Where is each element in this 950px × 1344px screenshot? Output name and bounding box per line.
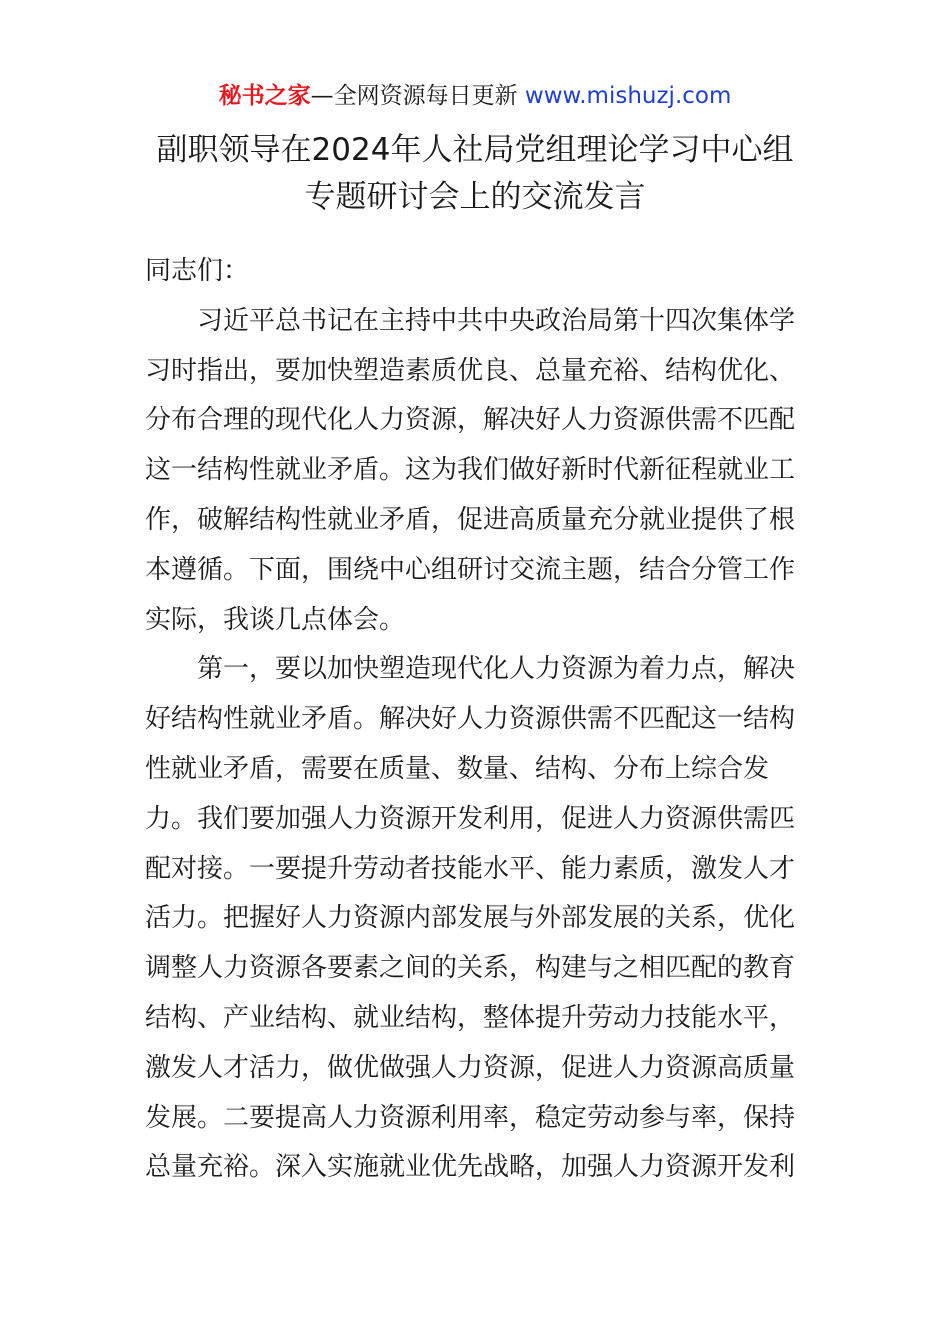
paragraph-line: 好结构性就业矛盾。解决好人力资源供需不匹配这一结构 [145, 704, 796, 735]
paragraph-line: 活力。把握好人力资源内部发展与外部发展的关系，优化 [145, 903, 796, 934]
paragraph-line: 力。我们要加强人力资源开发利用，促进人力资源供需匹 [145, 803, 796, 834]
paragraph-line: 调整人力资源各要素之间的关系，构建与之相匹配的教育 [145, 953, 796, 984]
document-title-line-1: 副职领导在2024年人社局党组理论学习中心组 [156, 132, 794, 168]
site-url-link[interactable]: www.mishuzj.com [524, 83, 732, 109]
paragraph-line: 总量充裕。深入实施就业优先战略，加强人力资源开发利 [145, 1152, 796, 1183]
paragraph-line: 第一，要以加快塑造现代化人力资源为着力点，解决 [197, 654, 796, 685]
paragraph-line: 结构、产业结构、就业结构，整体提升劳动力技能水平， [145, 1002, 796, 1033]
document-title-line-2: 专题研讨会上的交流发言 [304, 179, 646, 215]
paragraph-line: 习近平总书记在主持中共中央政治局第十四次集体学 [197, 305, 796, 336]
paragraph-line: 激发人才活力，做优做强人力资源，促进人力资源高质量 [145, 1052, 796, 1083]
paragraph-line: 作，破解结构性就业矛盾，促进高质量充分就业提供了根 [145, 504, 796, 535]
paragraph-line: 配对接。一要提升劳动者技能水平、能力素质，激发人才 [145, 853, 796, 884]
paragraph-line: 性就业矛盾，需要在质量、数量、结构、分布上综合发 [145, 753, 770, 784]
paragraph-line: 发展。二要提高人力资源利用率，稳定劳动参与率，保持 [145, 1102, 796, 1133]
paragraph-line: 分布合理的现代化人力资源，解决好人力资源供需不匹配 [145, 405, 796, 436]
header-tagline: —全网资源每日更新 [310, 83, 525, 109]
brand-name: 秘书之家 [218, 83, 311, 109]
paragraph-2 [145, 645, 810, 1193]
site-header [0, 80, 950, 112]
paragraph-line: 本遵循。下面，围绕中心组研讨交流主题，结合分管工作 [145, 554, 796, 585]
document-body [145, 247, 810, 1193]
paragraph-line: 习时指出，要加快塑造素质优良、总量充裕、结构优化、 [145, 355, 796, 386]
paragraph-line: 实际，我谈几点体会。 [145, 604, 406, 635]
salutation: 同志们： [145, 256, 250, 286]
paragraph-1 [145, 297, 810, 646]
paragraph-line: 这一结构性就业矛盾。这为我们做好新时代新征程就业工 [145, 455, 796, 486]
